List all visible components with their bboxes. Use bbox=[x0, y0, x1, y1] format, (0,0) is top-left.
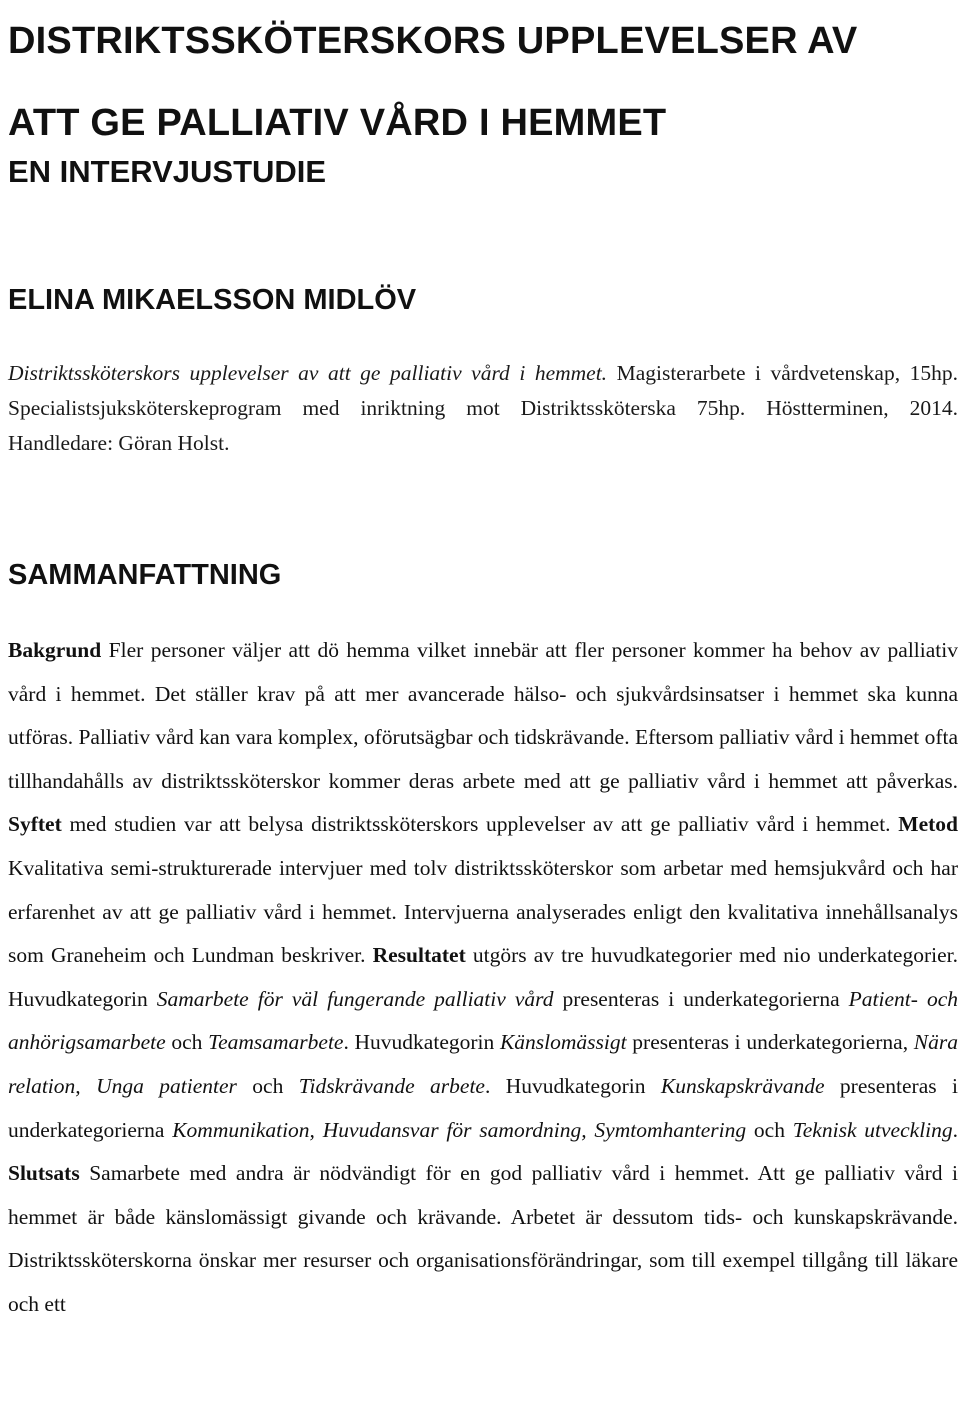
thesis-title: Distriktssköterskors upplevelser av att ge palliativ vård i hemmet. bbox=[8, 361, 608, 385]
conj-3: och bbox=[746, 1117, 793, 1142]
summary-heading: SAMMANFATTNING bbox=[8, 559, 282, 591]
text-slutsats: Samarbete med andra är nödvändigt för en god palliativ vård i hemmet. Att ge palliativ vård i hemmet är både känslomässigt givande och krävande. Arbetet är dessutom tids- och kunskapskrävande. Distriktssköterskorna önskar mer resurser och organisationsförändringar, som till exempel tillgång till läkare och ett bbox=[8, 1161, 958, 1316]
subcategory-2b: Tidskrävande arbete bbox=[298, 1073, 485, 1098]
text-metod: Kvalitativa semi-strukturerade intervjuer med tolv distriktssköterskor som arbetar med hemsjukvård och har erfarenhet av att ge palliativ vård i hemmet. Intervjuerna analyserades enligt den kvalitativa innehållsanalys som Graneheim och Lundman beskriver. bbox=[8, 855, 958, 968]
text-resultatet-1: utgörs av tre huvudkategorier med nio underkategorier. Huvudkategorin bbox=[8, 943, 959, 1011]
text-bakgrund: Fler personer väljer att dö hemma vilket innebär att fler personer kommer ha behov av palliativ vård i hemmet. Det ställer krav på att mer avancerade hälso- och sjukvårdsinsatser i hemmet ska kunna utföras. Palliativ vård kan vara komplex, oförutsägbar och tidskrävande. Eftersom palliativ vård i hemmet ofta tillhandahålls av distriktssköterskor kommer deras arbete med att ge palliativ vård i hemmet att påverkas. bbox=[8, 638, 958, 793]
subcategory-1a: Patient- och anhörigsamarbete bbox=[8, 986, 958, 1055]
subcategory-3b: Teknisk utveckling bbox=[792, 1117, 953, 1142]
conj-2: och bbox=[236, 1073, 299, 1098]
title-line-2: ATT GE PALLIATIV VÅRD I HEMMET bbox=[8, 102, 667, 144]
author-name: ELINA MIKAELSSON MIDLÖV bbox=[8, 284, 417, 316]
text-resultatet-6: presenteras i underkategorierna bbox=[8, 1073, 959, 1142]
label-metod: Metod bbox=[898, 812, 958, 837]
thesis-metadata bbox=[8, 356, 958, 461]
text-syftet: med studien var att belysa distriktssköterskors upplevelser av att ge palliativ vård i hemmet. bbox=[61, 812, 899, 837]
text-resultatet-3: . Huvudkategorin bbox=[343, 1030, 500, 1055]
thesis-details: Magisterarbete i vårdvetenskap, 15hp. Specialistsjuksköterskeprogram med inriktning mot Distriktssköterska 75hp. Höstterminen, 2014. Handledare: Göran Holst. bbox=[8, 361, 958, 455]
document-subtitle: EN INTERVJUSTUDIE bbox=[8, 154, 327, 189]
text-resultatet-2: presenteras i underkategorierna bbox=[553, 986, 849, 1011]
subcategory-1b: Teamsamarbete bbox=[208, 1030, 344, 1055]
document-title bbox=[8, 0, 958, 164]
text-resultatet-4: presenteras i underkategorierna, bbox=[626, 1030, 914, 1055]
label-syftet: Syftet bbox=[8, 812, 62, 837]
text-resultatet-5: . Huvudkategorin bbox=[484, 1073, 661, 1098]
subcategory-2a: Nära relation, Unga patienter bbox=[8, 1030, 959, 1098]
label-bakgrund: Bakgrund bbox=[8, 638, 102, 662]
summary-paragraph bbox=[8, 629, 958, 1327]
title-line-1: DISTRIKTSSKÖTERSKORS UPPLEVELSER AV bbox=[8, 20, 858, 62]
category-1: Samarbete för väl fungerande palliativ vård bbox=[156, 986, 554, 1011]
conj-1: och bbox=[165, 1030, 209, 1055]
subcategory-3a: Kommunikation, Huvudansvar för samordning, Symtomhantering bbox=[172, 1117, 747, 1142]
category-2: Känslomässigt bbox=[499, 1030, 627, 1055]
category-3: Kunskapskrävande bbox=[660, 1073, 825, 1098]
label-resultatet: Resultatet bbox=[372, 943, 466, 968]
label-slutsats: Slutsats bbox=[8, 1161, 80, 1186]
document-page bbox=[8, 0, 959, 1316]
text-resultatet-7: . bbox=[952, 1117, 959, 1142]
